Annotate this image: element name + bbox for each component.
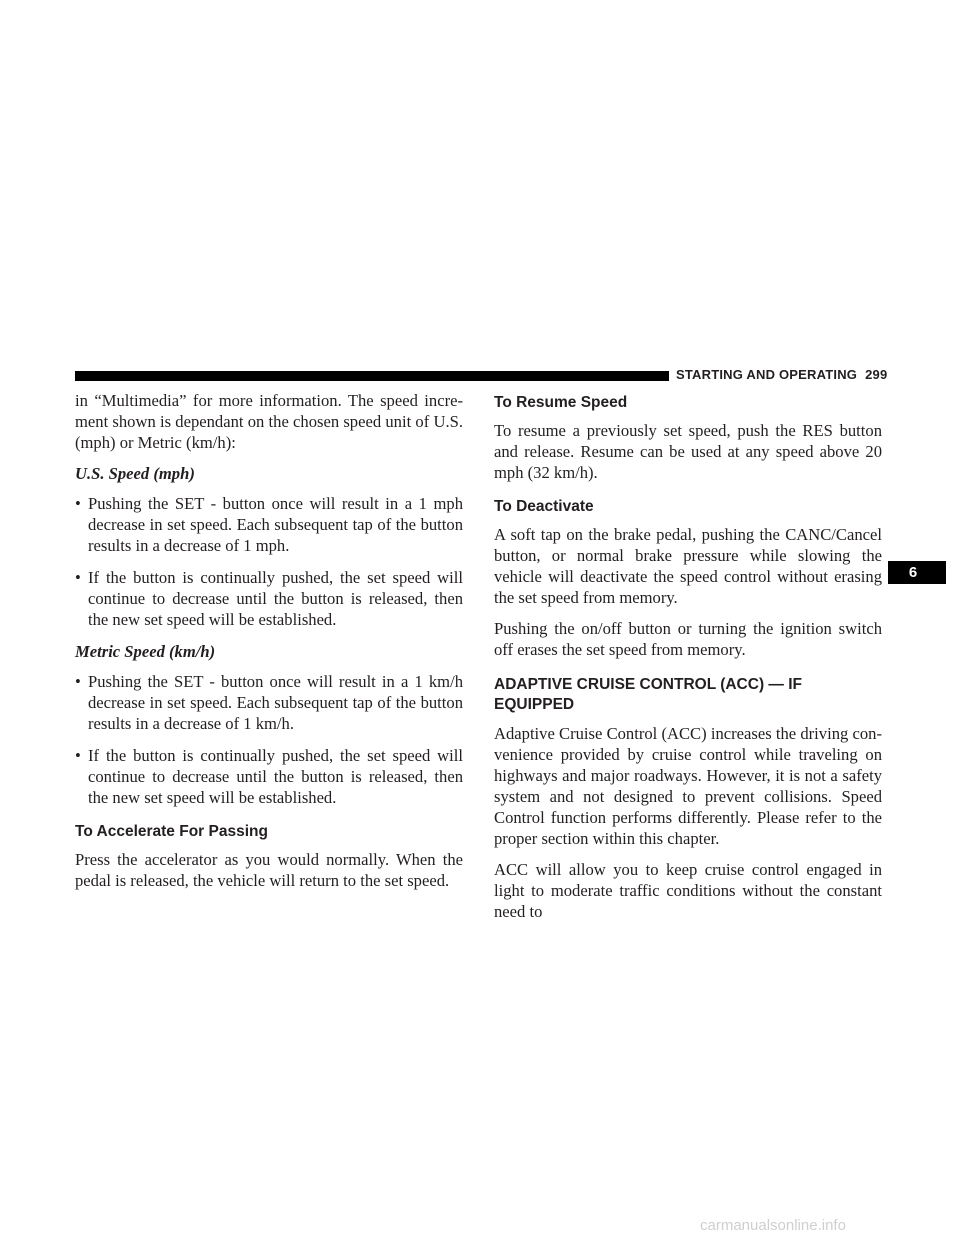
deactivate-heading: To Deactivate [494,498,594,515]
section-title: STARTING AND OPERATING [676,367,858,382]
us-speed-heading: U.S. Speed (mph) [75,464,195,483]
watermark: carmanualsonline.info [700,1217,846,1234]
metric-speed-heading: Metric Speed (km/h) [75,642,216,661]
left-column [75,390,463,901]
us-speed-list [75,493,463,630]
list-item: • Pushing the SET - button once will result in a 1 mph decrease in set speed. Each subsequent tap of the button results in a decrease of 1 mph. [75,494,463,555]
bullet-icon: • [75,746,81,765]
chapter-tab: 6 [888,561,946,584]
header-rule [75,371,669,381]
bullet-icon: • [75,494,81,513]
accelerate-paragraph: Press the accelerator as you would normally. When the pedal is released, the vehicle will return to the set speed. [75,850,463,890]
page-number: 299 [865,367,888,382]
acc-section-heading: ADAPTIVE CRUISE CONTROL (ACC) — IF EQUIPPED [494,676,802,713]
metric-speed-list [75,671,463,808]
list-item: • Pushing the SET - button once will result in a 1 km/h decrease in set speed. Each subsequent tap of the button results in a decrease of 1 km/h. [75,672,463,733]
bullet-icon: • [75,568,81,587]
resume-heading: To Resume Speed [494,394,628,411]
intro-paragraph: in “Multimedia” for more information. The speed incre- ment shown is dependant on the chosen speed unit of U.S. (mph) or Metric (km/h): [75,391,463,452]
resume-paragraph: To resume a previously set speed, push the RES button and release. Resume can be used at any speed above 20 mph (32 km/h). [494,421,882,482]
acc-paragraph: Adaptive Cruise Control (ACC) increases the driving con- venience provided by cruise control while traveling on highways and major roadways. However, it is not a safety system and not designed to prevent collisions. Speed Control function performs differently. Please refer to the proper section within this chapter. [494,724,882,848]
list-item: • If the button is continually pushed, the set speed will continue to decrease until the button is released, then the new set speed will be established. [75,568,463,629]
list-item: • If the button is continually pushed, the set speed will continue to decrease until the button is released, then the new set speed will be established. [75,746,463,807]
deactivate-paragraph-2: Pushing the on/off button or turning the ignition switch off erases the set speed from memory. [494,619,882,659]
deactivate-paragraph: A soft tap on the brake pedal, pushing the CANC/Cancel button, or normal brake pressure while slowing the vehicle will deactivate the speed control without erasing the set speed from memory. [494,525,882,607]
running-header [676,367,906,382]
bullet-icon: • [75,672,81,691]
acc-paragraph-2: ACC will allow you to keep cruise control engaged in light to moderate traffic conditions without the constant need to [494,860,882,921]
accelerate-heading: To Accelerate For Passing [75,823,268,840]
right-column [494,390,882,932]
